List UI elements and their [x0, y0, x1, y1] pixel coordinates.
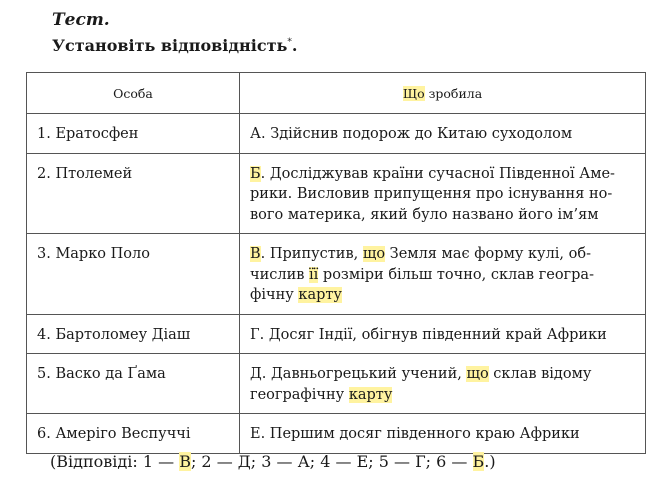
table-row	[27, 414, 646, 454]
table-row	[27, 234, 646, 315]
table-row	[27, 114, 646, 154]
header-deed	[240, 73, 646, 114]
deed-cell	[240, 414, 646, 454]
instruction-text: Установіть відповідність	[52, 36, 288, 55]
header-person: Особа	[27, 73, 240, 114]
deed-text: числив	[250, 266, 310, 283]
test-title: Тест.	[52, 10, 110, 30]
deed-text: розміри більш точно, склав геогра-	[318, 266, 594, 283]
deed-text: Г. Досяг Індії, обігнув південний край Африки	[250, 326, 607, 343]
deed-text: вого материка, який було названо його ім’ям	[250, 206, 599, 223]
deed-text: склав відому	[488, 366, 592, 382]
answer-highlight: Б	[472, 452, 485, 471]
table-row	[27, 153, 646, 234]
deed-text: Е. Першим досяг південного краю Африки	[250, 426, 580, 442]
deed-cell	[240, 354, 646, 414]
header-deed-text: зробила	[424, 85, 483, 101]
deed-text: Земля має форму кулі, об-	[385, 246, 592, 262]
instruction-period: .	[291, 36, 298, 55]
answers-line	[50, 452, 496, 471]
deed-highlight: карту	[348, 386, 393, 403]
header-highlight: Що	[402, 85, 425, 101]
deed-highlight: що	[466, 366, 489, 382]
answer-text: ; 2 — Д; 3 — А; 4 — Е; 5 — Г; 6 —	[190, 452, 473, 471]
deed-text: А. Здійснив подорож до Китаю суходолом	[250, 126, 573, 142]
deed-cell	[240, 314, 646, 354]
table-header-row	[27, 73, 646, 114]
deed-text: . Припустив,	[260, 246, 363, 262]
deed-text: . Досліджував країни сучасної Південної Аме-	[260, 165, 615, 182]
task-instruction	[52, 36, 297, 55]
deed-highlight: Б	[250, 165, 261, 182]
answer-highlight: В	[179, 452, 191, 471]
deed-highlight: В	[250, 246, 261, 262]
deed-text: Д. Давньогрецький учений,	[250, 366, 467, 382]
person-cell: 4. Бартоломеу Діаш	[27, 314, 240, 354]
person-cell: 6. Амеріго Веспуччі	[27, 414, 240, 454]
person-cell: 2. Птолемей	[27, 153, 240, 234]
table-row	[27, 354, 646, 414]
deed-cell	[240, 153, 646, 234]
footnote-mark: *	[287, 37, 292, 48]
deed-text: географічну	[250, 386, 349, 403]
deed-highlight: карту	[298, 287, 342, 303]
person-cell: 5. Васко да Ґама	[27, 354, 240, 414]
deed-cell	[240, 234, 646, 315]
person-cell: 1. Ератосфен	[27, 114, 240, 154]
deed-text: рики. Висловив припущення про існування но-	[250, 186, 613, 202]
table-row	[27, 314, 646, 354]
deed-highlight: її	[309, 266, 319, 283]
deed-highlight: що	[362, 246, 386, 262]
person-cell: 3. Марко Поло	[27, 234, 240, 315]
answer-text: (Відповіді: 1 —	[50, 452, 180, 471]
deed-text: фічну	[250, 287, 299, 303]
matching-table	[26, 72, 646, 454]
answer-text: .)	[484, 452, 496, 471]
deed-cell	[240, 114, 646, 154]
